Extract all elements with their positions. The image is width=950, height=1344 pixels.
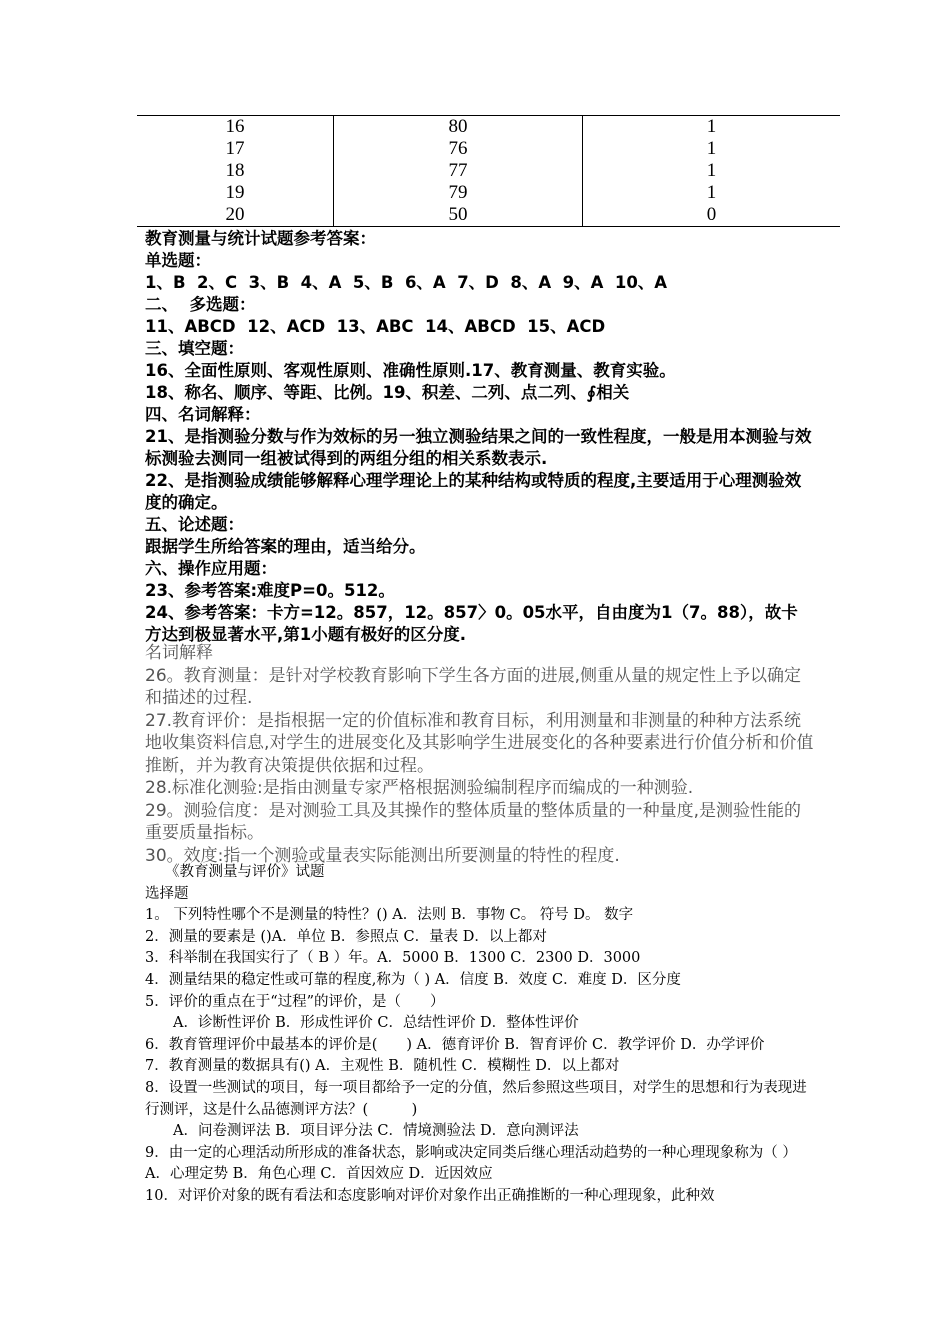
- answer-section: [145, 228, 813, 646]
- definition-29: 29。测验信度：是对测验工具及其操作的整体质量的整体质量的一种量度,是测验性能的重要质量指标。: [145, 800, 802, 843]
- table-row: [137, 160, 840, 182]
- definition-26: 26。教育测量：是针对学校教育影响下学生各方面的进展,侧重从量的规定性上予以确定和描述的过程.: [145, 665, 802, 708]
- term-answer-22: 22、是指测验成绩能够解释心理学理论上的某种结构或特质的程度,主要适用于心理测验效度的确定。: [145, 471, 802, 512]
- definitions-section: [145, 642, 815, 867]
- score-table: [137, 115, 840, 227]
- table-cell: 0: [583, 204, 841, 227]
- fill-blank-answer-2: 18、称名、顺序、等距、比例。19、积差、二列、点二列、∮相关: [145, 383, 630, 402]
- table-cell: 79: [334, 182, 583, 204]
- term-answer-21: 21、是指测验分数与作为效标的另一独立测验结果之间的一致性程度，一般是用本测验与效标测验去测同一组被试得到的两组分组的相关系数表示.: [145, 427, 812, 468]
- table-cell: 50: [334, 204, 583, 227]
- question-5: 5．评价的重点在于“过程”的评价，是（ ）: [145, 993, 445, 1010]
- table-cell: 19: [137, 182, 334, 204]
- question-9: 9．由一定的心理活动所形成的准备状态，影响或决定同类后继心理活动趋势的一种心理现象称为（ ）: [145, 1144, 797, 1161]
- answer-heading: 教育测量与统计试题参考答案：: [145, 229, 376, 248]
- table-cell: 16: [137, 116, 334, 139]
- score-table-body: [137, 116, 840, 227]
- table-cell: 20: [137, 204, 334, 227]
- single-choice-title: 单选题：: [145, 251, 211, 270]
- question-7: 7．教育测量的数据具有() A．主观性 B．随机性 C．模糊性 D．以上都对: [145, 1058, 620, 1075]
- definition-28: 28.标准化测验:是指由测量专家严格根据测验编制程序而编成的一种测验.: [145, 778, 694, 798]
- table-cell: 1: [583, 116, 841, 139]
- definition-27: 27.教育评价：是指根据一定的价值标准和教育目标，利用测量和非测量的种种方法系统地收集资料信息,对学生的进展变化及其影响学生进展变化的各种要素进行价值分析和价值推断，并为教育决策提供依据和过程。: [145, 710, 814, 776]
- definition-30: 30。效度:指一个测验或量表实际能测出所要测量的特性的程度.: [145, 845, 620, 866]
- question-1: 1。 下列特性哪个不是测量的特性？() A．法则 B．事物 C。 符号 D。 数字: [145, 907, 634, 924]
- question-5-options: A．诊断性评价 B．形成性评价 C．总结性评价 D．整体性评价: [173, 1015, 579, 1032]
- quiz-title: 《教育测量与评价》试题: [165, 864, 325, 880]
- quiz-section-label: 选择题: [145, 885, 189, 902]
- multi-choice-title: 二、 多选题：: [145, 295, 256, 314]
- operation-answer-23: 23、参考答案:难度P=0。512。: [145, 581, 395, 600]
- term-explanation-title: 四、名词解释：: [145, 405, 261, 424]
- table-row: [137, 138, 840, 160]
- multi-choice-answers: 11、ABCD 12、ACD 13、ABC 14、ABCD 15、ACD: [145, 317, 606, 336]
- question-4: 4．测量结果的稳定性或可靠的程度,称为（ ) A．信度 B．效度 C．难度 D．区分度: [145, 971, 681, 988]
- essay-answer: 跟据学生所给答案的理由，适当给分。: [145, 537, 426, 556]
- question-8-options: A．问卷测评法 B．项目评分法 C．情境测验法 D．意向测评法: [173, 1123, 579, 1140]
- table-cell: 18: [137, 160, 334, 182]
- table-cell: 1: [706, 160, 717, 181]
- table-row: [137, 204, 840, 227]
- essay-title: 五、论述题：: [145, 515, 244, 534]
- quiz-section: [145, 862, 813, 1208]
- fill-blank-answer-1: 16、全面性原则、客观性原则、准确性原则.17、教育测量、教育实验。: [145, 361, 676, 380]
- question-9-options: A．心理定势 B．角色心理 C．首因效应 D．近因效应: [145, 1166, 493, 1183]
- question-8: 8．设置一些测试的项目，每一项目都给予一定的分值，然后参照这些项目，对学生的思想和行为表现进行测评，这是什么品德测评方法？( ): [145, 1079, 807, 1118]
- table-row: [137, 182, 840, 204]
- question-3: 3．科举制在我国实行了（ B ）年。A．5000 B．1300 C．2300 D．3000: [145, 950, 641, 967]
- table-cell: 77: [334, 160, 583, 182]
- single-choice-answers: 1、B 2、C 3、B 4、A 5、B 6、A 7、D 8、A 9、A 10、A: [145, 273, 668, 292]
- operation-title: 六、操作应用题：: [145, 559, 277, 578]
- table-cell: 1: [706, 182, 717, 203]
- definitions-title: 名词解释: [145, 643, 213, 663]
- operation-answer-24: 24、参考答案：卡方=12。857，12。857〉0。05水平，自由度为1（7。88），故卡方达到极显著水平,第1小题有极好的区分度.: [145, 603, 798, 644]
- table-cell: 76: [334, 138, 583, 160]
- table-cell: 1: [706, 138, 717, 159]
- question-10: 10．对评价对象的既有看法和态度影响对评价对象作出正确推断的一种心理现象，此种效: [145, 1187, 715, 1204]
- fill-blank-title: 三、填空题：: [145, 339, 244, 358]
- question-2: 2．测量的要素是 ()A．单位 B．参照点 C．量表 D．以上都对: [145, 928, 547, 945]
- table-cell: 80: [334, 116, 583, 139]
- table-cell: 17: [137, 138, 334, 160]
- question-6: 6．教育管理评价中最基本的评价是( ) A．德育评价 B．智育评价 C．教学评价 D．办学评价: [145, 1036, 765, 1053]
- table-row: [137, 116, 840, 139]
